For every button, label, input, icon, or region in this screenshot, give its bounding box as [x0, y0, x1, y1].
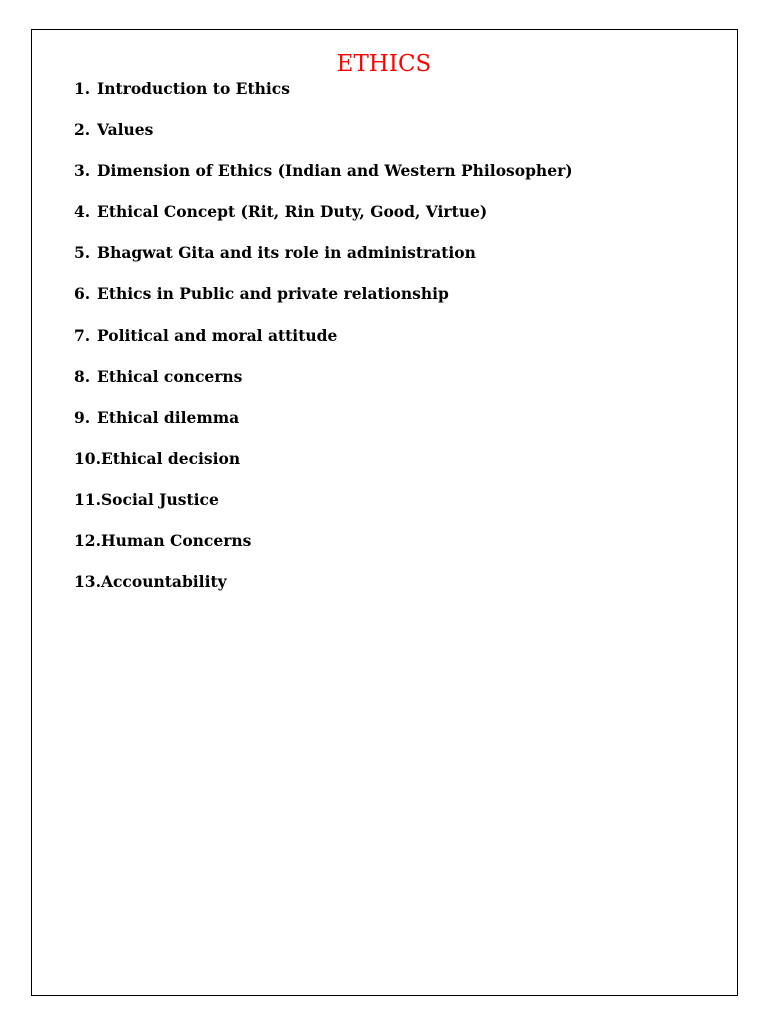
- item-label: Introduction to Ethics: [97, 79, 290, 98]
- list-item: [74, 79, 573, 120]
- item-label: Dimension of Ethics (Indian and Western Philosopher): [97, 161, 573, 181]
- item-number: 11.: [74, 489, 101, 509]
- item-label: Accountability: [100, 572, 227, 592]
- list-item: [74, 284, 573, 325]
- item-number: 2.: [74, 120, 91, 140]
- item-number: 4.: [74, 202, 91, 222]
- list-item: [74, 202, 573, 243]
- list-item: [74, 120, 573, 161]
- item-number: 3.: [74, 161, 91, 181]
- item-label: Social Justice: [100, 489, 219, 509]
- item-number: 13.: [74, 572, 101, 592]
- page-title: ETHICS: [336, 51, 432, 77]
- item-number: 7.: [74, 325, 91, 345]
- list-item: [74, 490, 573, 531]
- item-number: 5.: [74, 243, 91, 263]
- item-label: Ethical Concept (Rit, Rin Duty, Good, Virtue): [97, 202, 488, 222]
- item-number: 8.: [74, 366, 91, 386]
- list-item: [74, 449, 573, 490]
- list-item: [74, 572, 573, 613]
- list-item: [74, 367, 573, 408]
- list-item: [74, 161, 573, 202]
- item-number: 9.: [74, 407, 91, 427]
- topic-list: [74, 79, 573, 613]
- list-item: [74, 326, 573, 367]
- item-number: 10.: [74, 448, 101, 468]
- item-number: 6.: [74, 284, 91, 304]
- list-item: [74, 243, 573, 284]
- item-label: Bhagwat Gita and its role in administration: [97, 243, 476, 263]
- item-label: Ethical decision: [100, 448, 241, 468]
- item-label: Political and moral attitude: [97, 325, 338, 345]
- list-item: [74, 408, 573, 449]
- list-item: [74, 531, 573, 572]
- item-number: 12.: [74, 531, 101, 551]
- item-number: 1.: [74, 79, 91, 98]
- item-label: Ethical concerns: [97, 366, 243, 386]
- item-label: Ethical dilemma: [97, 407, 240, 427]
- item-label: Values: [97, 120, 154, 140]
- item-label: Human Concerns: [100, 531, 252, 551]
- item-label: Ethics in Public and private relationship: [97, 284, 449, 304]
